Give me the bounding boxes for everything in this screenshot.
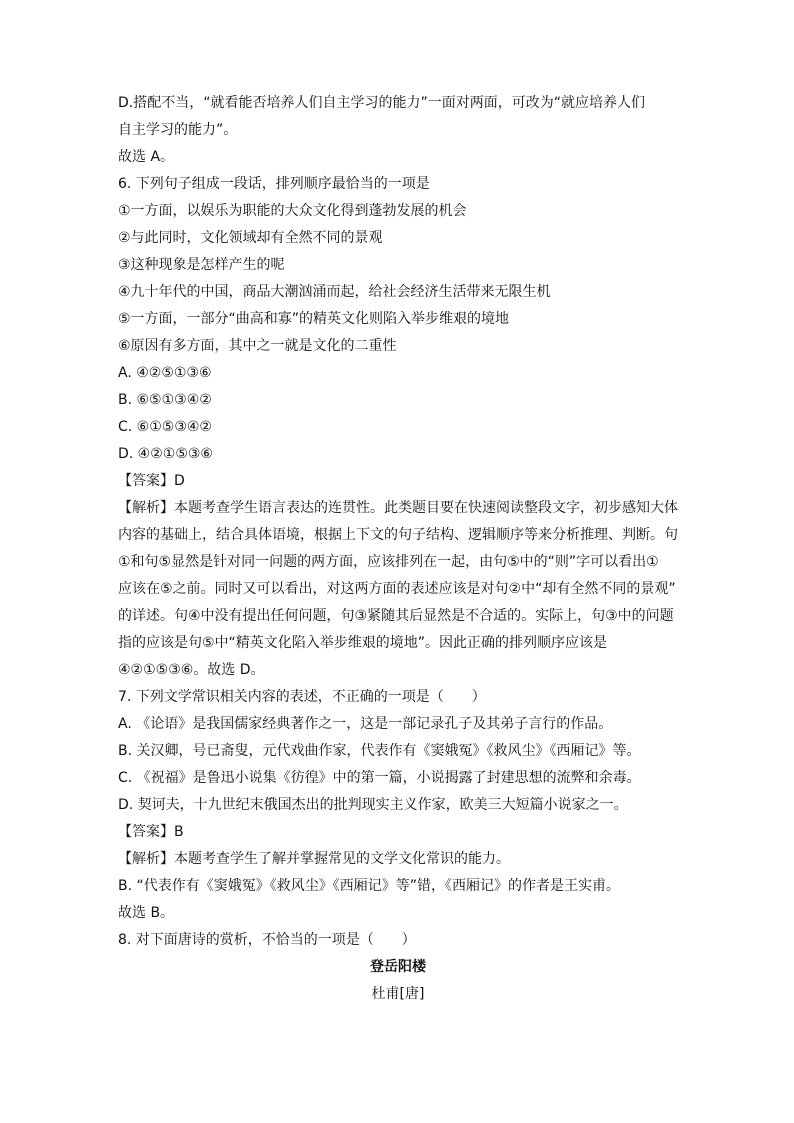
sentence-3: ③这种现象是怎样产生的呢 [118,257,285,273]
option-b: B. 关汉卿，号已斋叟，元代戏曲作家，代表作有《窦娥冤》《救风尘》《西厢记》等。 [118,743,641,759]
analysis-7-line: 故选 B。 [118,905,175,921]
question-6-stem: 6. 下列句子组成一段话，排列顺序最恰当的一项是 [118,176,430,192]
analysis-6-line: 应该在⑤之前。同时又可以看出，对这两方面的表述应该是对句②中“却有全然不同的景观” [118,581,676,597]
sentence-1: ①一方面，以娱乐为职能的大众文化得到蓬勃发展的机会 [118,203,467,219]
document-page [118,90,678,1008]
analysis-6-line: ①和句⑤显然是针对同一问题的两方面，应该排列在一起，由句⑤中的“则”字可以看出① [118,554,659,570]
analysis-6-line: 内容的基础上，结合具体语境，根据上下文的句子结构、逻辑顺序等来分析推理、判断。句 [118,527,678,543]
analysis-6-line: 【解析】本题考查学生语言表达的连贯性。此类题目要在快速阅读整段文字，初步感知大体 [118,500,678,516]
text-line: 自主学习的能力”。 [118,122,238,138]
analysis-7-line: B. “代表作有《窦娥冤》《救风尘》《西厢记》等”错，《西厢记》的作者是王实甫。 [118,878,621,894]
sentence-4: ④九十年代的中国，商品大潮汹涌而起，给社会经济生活带来无限生机 [118,284,551,300]
question-8-stem: 8. 对下面唐诗的赏析，不恰当的一项是（ ） [118,932,416,948]
text-line: D.搭配不当，“就看能否培养人们自主学习的能力”一面对两面，可改为“就应培养人们 [118,95,645,111]
analysis-6-line: 的详述。句④中没有提出任何问题，句③紧随其后显然是不合适的。实际上，句③中的问题 [118,608,674,624]
option-c: C. 《祝福》是鲁迅小说集《彷徨》中的第一篇，小说揭露了封建思想的流弊和余毒。 [118,770,641,786]
text-line: 故选 A。 [118,149,175,165]
poem-author: 杜甫[唐] [371,986,425,1002]
analysis-6-line: 指的应该是句⑤中“精英文化陷入举步维艰的境地”。因此正确的排列顺序应该是 [118,635,608,651]
question-7-stem: 7. 下列文学常识相关内容的表述，不正确的一项是（ ） [118,689,486,705]
option-a: A. ④②⑤①③⑥ [118,365,212,381]
poem-title: 登岳阳楼 [370,959,426,975]
sentence-6: ⑥原因有多方面，其中之一就是文化的二重性 [118,338,397,354]
option-d: D. 契诃夫，十九世纪末俄国杰出的批判现实主义作家，欧美三大短篇小说家之一。 [118,797,628,813]
analysis-6-line: ④②①⑤③⑥。故选 D。 [118,662,265,678]
sentence-2: ②与此同时，文化领域却有全然不同的景观 [118,230,383,246]
analysis-7-line: 【解析】本题考查学生了解并掌握常见的文学文化常识的能力。 [118,851,510,867]
option-b: B. ⑥⑤①③④② [118,392,212,408]
option-a: A. 《论语》是我国儒家经典著作之一，这是一部记录孔子及其弟子言行的作品。 [118,716,613,732]
option-d: D. ④②①⑤③⑥ [118,446,213,462]
sentence-5: ⑤一方面，一部分“曲高和寡”的精英文化则陷入举步维艰的境地 [118,311,510,327]
option-c: C. ⑥①⑤③④② [118,419,212,435]
answer-7: 【答案】B [118,824,184,840]
answer-6: 【答案】D [118,473,185,489]
